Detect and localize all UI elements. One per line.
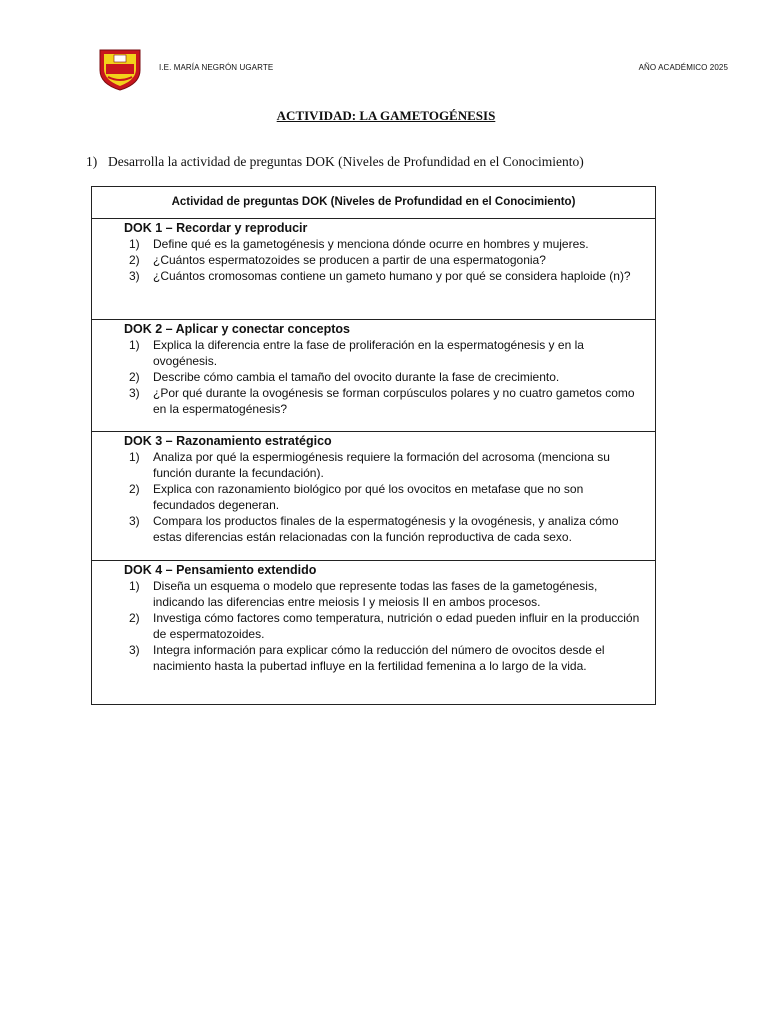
academic-year: AÑO ACADÉMICO 2025 xyxy=(638,63,728,72)
question-text: Diseña un esquema o modelo que represente todas las fases de la gametogénesis, indicando las diferencias entre meiosis I y meiosis II en ambos procesos. xyxy=(153,579,598,609)
table-header: Actividad de preguntas DOK (Niveles de Profundidad en el Conocimiento) xyxy=(92,187,655,219)
section-title: DOK 2 – Aplicar y conectar conceptos xyxy=(124,322,351,336)
question-item xyxy=(124,337,647,369)
school-name: I.E. MARÍA NEGRÓN UGARTE xyxy=(159,63,274,72)
question-text: Integra información para explicar cómo la reducción del número de ovocitos desde el nacimiento hasta la pubertad influye en la fertilidad femenina a lo largo de la vida. xyxy=(153,643,605,673)
instruction-text: Desarrolla la actividad de preguntas DOK (Niveles de Profundidad en el Conocimiento) xyxy=(108,154,584,169)
dok-section-1 xyxy=(92,219,655,320)
question-text: ¿Cuántos cromosomas contiene un gameto humano y por qué se considera haploide (n)? xyxy=(153,269,631,283)
question-number: 2) xyxy=(129,253,140,267)
question-number: 3) xyxy=(129,643,140,657)
question-text: Investiga cómo factores como temperatura, nutrición o edad pueden influir en la producción de espermatozoides. xyxy=(153,611,640,641)
question-item xyxy=(124,385,647,417)
question-list xyxy=(124,449,647,545)
question-text: Compara los productos finales de la espermatogénesis y la ovogénesis, y analiza cómo estas diferencias están relacionadas con la función reproductiva de cada sexo. xyxy=(153,514,619,544)
question-text: Explica con razonamiento biológico por qué los ovocitos en metafase que no son fecundados degeneran. xyxy=(153,482,584,512)
question-list xyxy=(124,578,647,674)
question-item xyxy=(124,642,647,674)
question-number: 1) xyxy=(129,579,140,593)
dok-section-4 xyxy=(92,561,655,705)
question-number: 3) xyxy=(129,386,140,400)
dok-section-2 xyxy=(92,320,655,432)
question-item xyxy=(124,252,647,268)
question-number: 2) xyxy=(129,482,140,496)
section-title: DOK 1 – Recordar y reproducir xyxy=(124,221,308,235)
question-list xyxy=(124,337,647,417)
instruction-number: 1) xyxy=(86,154,98,169)
school-crest-icon xyxy=(96,46,144,92)
instruction xyxy=(86,154,584,170)
question-number: 2) xyxy=(129,370,140,384)
question-item xyxy=(124,369,647,385)
question-number: 1) xyxy=(129,450,140,464)
question-number: 1) xyxy=(129,237,140,251)
dok-table xyxy=(91,186,656,705)
page-header xyxy=(96,44,728,90)
question-text: Define qué es la gametogénesis y menciona dónde ocurre en hombres y mujeres. xyxy=(153,237,589,251)
question-text: Explica la diferencia entre la fase de proliferación en la espermatogénesis y en la ovogénesis. xyxy=(153,338,584,368)
section-title: DOK 3 – Razonamiento estratégico xyxy=(124,434,332,448)
question-number: 1) xyxy=(129,338,140,352)
question-number: 3) xyxy=(129,269,140,283)
question-text: ¿Cuántos espermatozoides se producen a partir de una espermatogonia? xyxy=(153,253,546,267)
question-item xyxy=(124,578,647,610)
question-item xyxy=(124,513,647,545)
question-item xyxy=(124,268,647,284)
question-item xyxy=(124,236,647,252)
question-item xyxy=(124,610,647,642)
dok-section-3 xyxy=(92,432,655,561)
question-text: ¿Por qué durante la ovogénesis se forman corpúsculos polares y no cuatro gametos como en la espermatogénesis? xyxy=(153,386,635,416)
question-text: Analiza por qué la espermiogénesis requiere la formación del acrosoma (menciona su función durante la fecundación). xyxy=(153,450,610,480)
page-title: ACTIVIDAD: LA GAMETOGÉNESIS xyxy=(276,108,496,123)
question-number: 3) xyxy=(129,514,140,528)
question-list xyxy=(124,236,647,284)
question-item xyxy=(124,449,647,481)
question-text: Describe cómo cambia el tamaño del ovocito durante la fase de crecimiento. xyxy=(153,370,560,384)
section-title: DOK 4 – Pensamiento extendido xyxy=(124,563,317,577)
question-item xyxy=(124,481,647,513)
question-number: 2) xyxy=(129,611,140,625)
